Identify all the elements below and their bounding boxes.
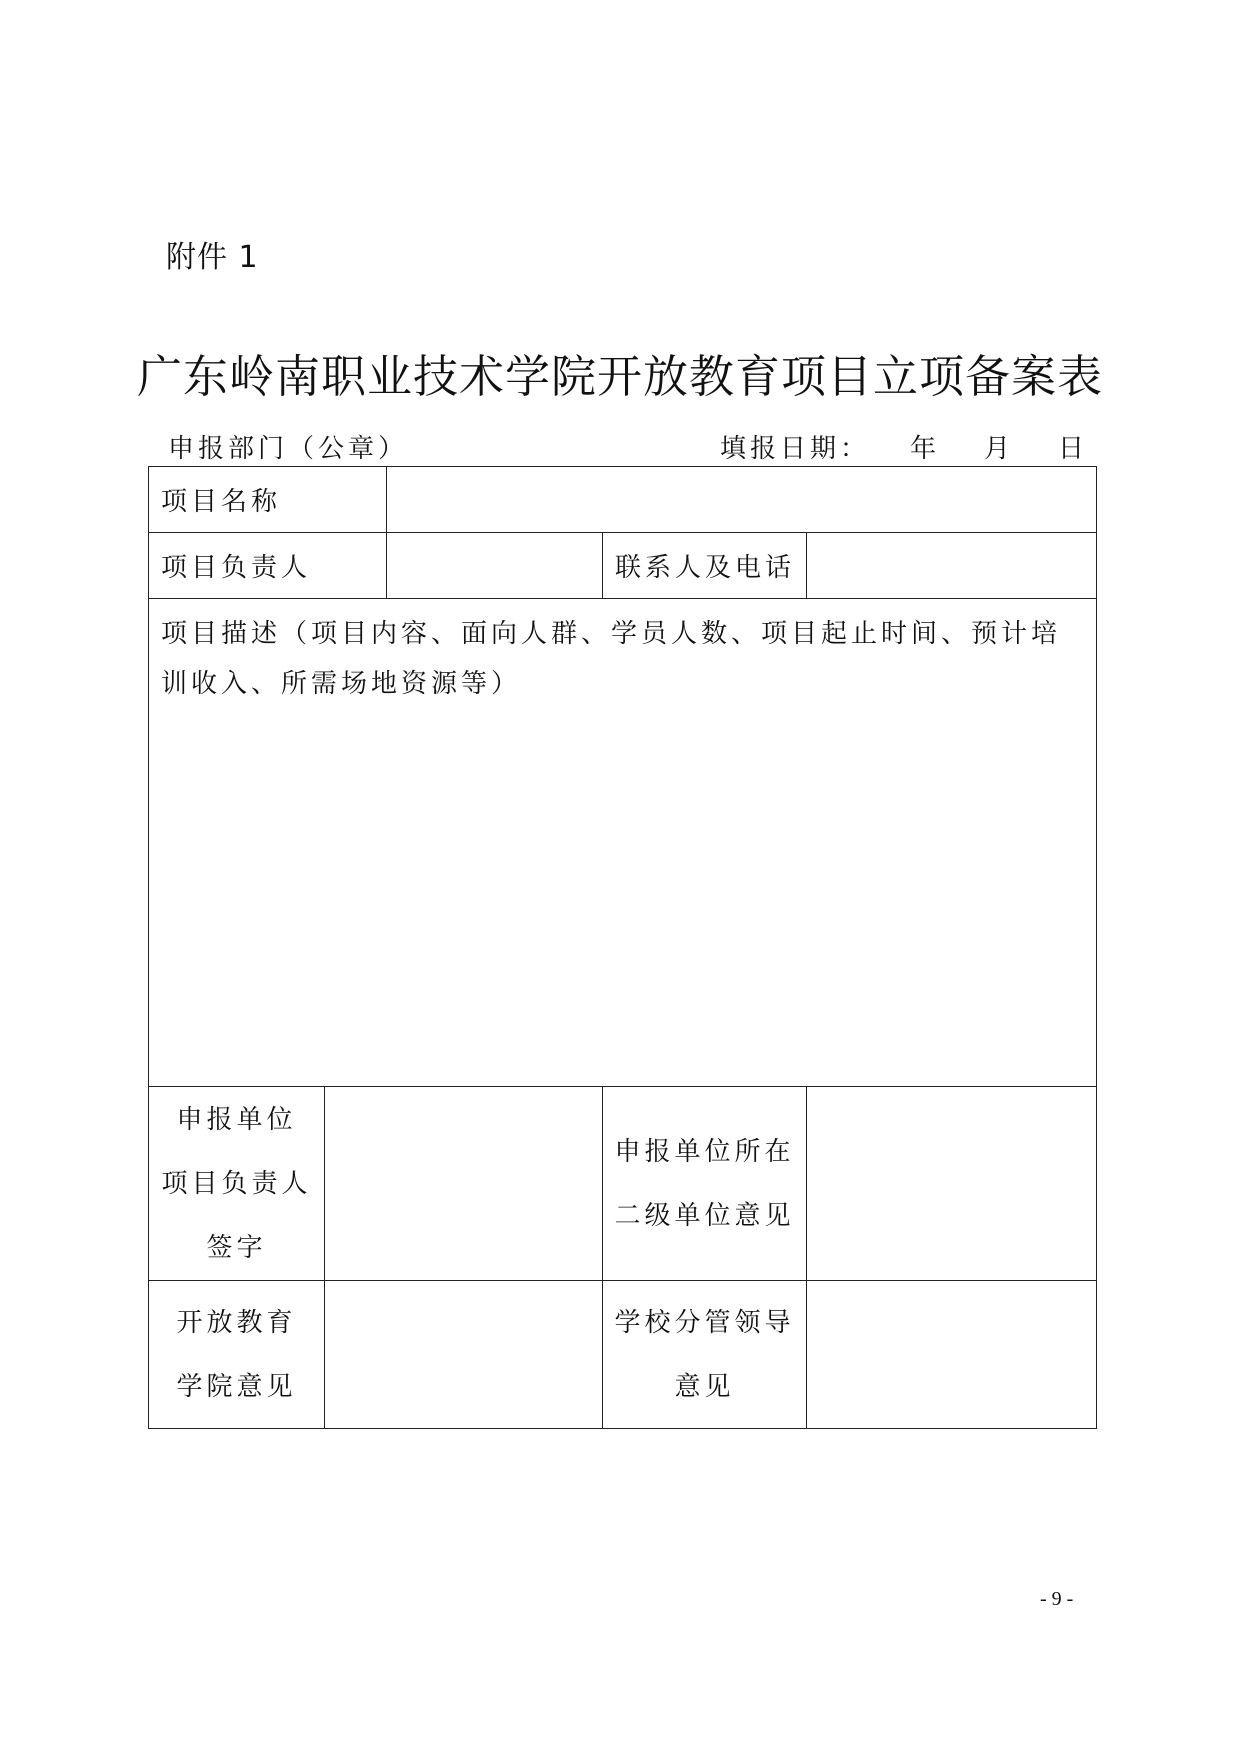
unit-leader-sign-line-1: 申报单位 bbox=[176, 1104, 297, 1135]
unit-opinion-row bbox=[149, 1087, 1097, 1281]
unit-leader-sign-line-2: 项目负责人 bbox=[161, 1168, 312, 1199]
project-description-field[interactable] bbox=[149, 599, 1097, 1087]
project-name-field[interactable] bbox=[387, 467, 1097, 533]
unit-leader-sign-field[interactable] bbox=[325, 1087, 603, 1281]
school-leader-opinion-line-2: 意见 bbox=[674, 1371, 735, 1402]
project-name-row bbox=[149, 467, 1097, 533]
final-opinion-row bbox=[149, 1281, 1097, 1429]
open-edu-opinion-field[interactable] bbox=[325, 1281, 603, 1429]
fill-date-line bbox=[720, 428, 1088, 465]
year-unit: 年 bbox=[910, 434, 941, 464]
attachment-label: 附件 1 bbox=[166, 240, 259, 275]
day-unit: 日 bbox=[1058, 434, 1089, 464]
filing-form-table bbox=[148, 466, 1097, 1429]
project-name-label: 项目名称 bbox=[149, 467, 387, 533]
applicant-department-label: 申报部门（公章） bbox=[168, 434, 409, 464]
open-edu-opinion-line-2: 学院意见 bbox=[176, 1371, 297, 1402]
page-number: - 9 - bbox=[1040, 1588, 1074, 1610]
unit-leader-sign-line-3: 签字 bbox=[206, 1232, 267, 1263]
document-title: 广东岭南职业技术学院开放教育项目立项备案表 bbox=[136, 350, 1103, 403]
month-unit: 月 bbox=[984, 434, 1015, 464]
open-edu-opinion-label bbox=[149, 1281, 325, 1429]
school-leader-opinion-field[interactable] bbox=[807, 1281, 1097, 1429]
project-description-label: 项目描述（项目内容、面向人群、学员人数、项目起止时间、预计培训收入、所需场地资源等） bbox=[161, 619, 1062, 699]
secondary-unit-opinion-line-1: 申报单位所在 bbox=[614, 1136, 795, 1167]
secondary-unit-opinion-label bbox=[603, 1087, 807, 1281]
open-edu-opinion-line-1: 开放教育 bbox=[176, 1307, 297, 1338]
description-row bbox=[149, 599, 1097, 1087]
school-leader-opinion-label bbox=[603, 1281, 807, 1429]
fill-date-label: 填报日期： bbox=[720, 434, 871, 464]
school-leader-opinion-line-1: 学校分管领导 bbox=[614, 1307, 795, 1338]
contact-phone-field[interactable] bbox=[807, 533, 1097, 599]
secondary-unit-opinion-line-2: 二级单位意见 bbox=[614, 1200, 795, 1231]
project-leader-label: 项目负责人 bbox=[149, 533, 387, 599]
secondary-unit-opinion-field[interactable] bbox=[807, 1087, 1097, 1281]
project-leader-field[interactable] bbox=[387, 533, 603, 599]
contact-phone-label: 联系人及电话 bbox=[603, 533, 807, 599]
unit-leader-sign-label bbox=[149, 1087, 325, 1281]
leader-contact-row bbox=[149, 533, 1097, 599]
